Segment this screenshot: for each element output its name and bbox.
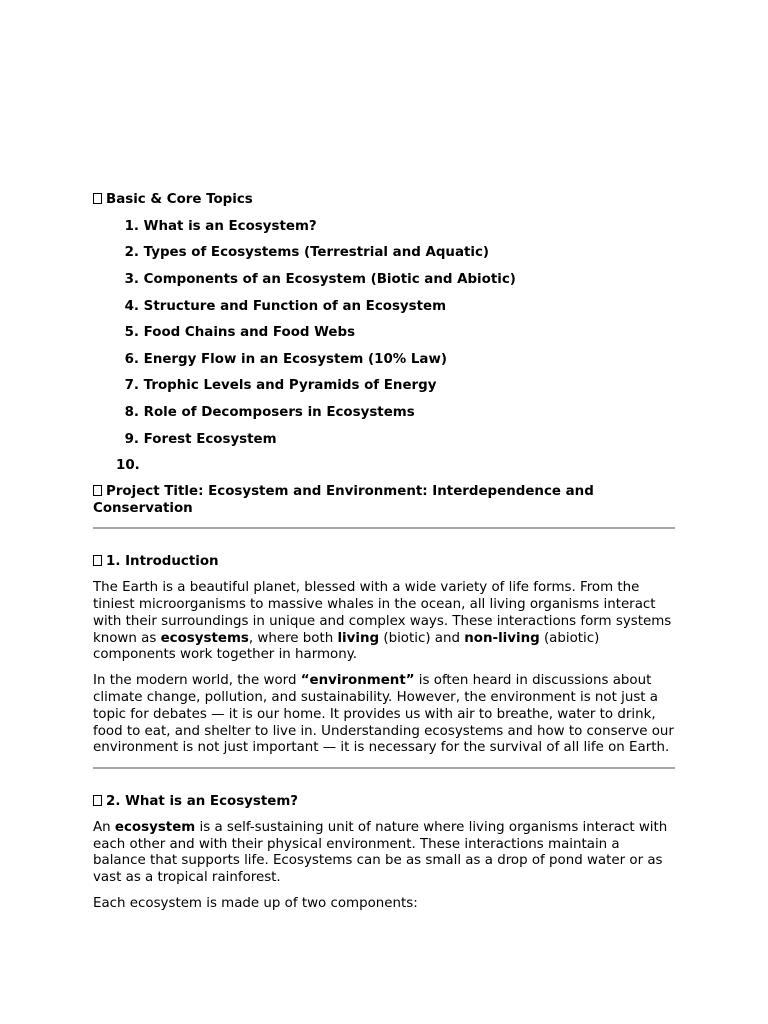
what-is-ecosystem-heading-text: 2. What is an Ecosystem?: [106, 794, 299, 810]
list-item-number: 7.: [124, 378, 139, 394]
list-item-number: 2.: [124, 245, 139, 261]
bold-term-environment: “environment”: [300, 673, 415, 689]
section-divider: [93, 767, 675, 769]
list-item: [116, 458, 675, 485]
list-item: [116, 325, 675, 352]
basic-topics-heading-text: Basic & Core Topics: [106, 192, 253, 207]
list-item-number: 9.: [124, 431, 139, 447]
text-run: In the modern world, the word: [93, 673, 301, 689]
bold-term-living: living: [337, 630, 380, 646]
list-item-label: Role of Decomposers in Ecosystems: [143, 404, 415, 420]
list-item-number: 1.: [124, 218, 139, 234]
list-item: [116, 245, 675, 272]
list-item: [116, 432, 675, 459]
list-item-label: Components of an Ecosystem (Biotic and Abiotic): [143, 271, 516, 287]
introduction-heading-text: 1. Introduction: [106, 554, 219, 570]
list-item: [116, 219, 675, 246]
missing-glyph-icon: [93, 555, 102, 566]
section-divider: [93, 527, 675, 529]
list-item-label: Food Chains and Food Webs: [143, 325, 356, 341]
list-item: [116, 352, 675, 379]
list-item-label: Trophic Levels and Pyramids of Energy: [143, 378, 437, 394]
text-run: is often heard in discussions about climate change, pollution, and sustainability. However, the environment is not just a topic for debates — it is our home. It provides us with air to breathe, water to drink, food to eat, and shelter to live in. Understanding ecosystems and how to conserve our environment is not just important — it is necessary for the survival of all life on Earth.: [93, 673, 674, 756]
bold-term-ecosystems: ecosystems: [160, 630, 249, 646]
missing-glyph-icon: [93, 795, 102, 806]
what-is-ecosystem-paragraph-2: Each ecosystem is made up of two components:: [93, 896, 418, 912]
list-item: [116, 272, 675, 299]
list-item-label: Structure and Function of an Ecosystem: [143, 298, 447, 314]
list-item-number: 3.: [124, 271, 139, 287]
text-run: An: [93, 819, 115, 835]
topics-list: [93, 219, 675, 485]
list-item-number: 5.: [124, 325, 139, 341]
list-item-label: Forest Ecosystem: [143, 431, 277, 447]
basic-topics-heading: [93, 192, 675, 209]
list-item: [116, 299, 675, 326]
introduction-paragraph-2: [93, 673, 675, 757]
project-title: [93, 484, 675, 518]
document-page: [93, 192, 675, 913]
introduction-paragraph-1: [93, 580, 675, 664]
list-item-number: 8.: [124, 404, 139, 420]
missing-glyph-icon: [93, 485, 102, 496]
list-item-label: Types of Ecosystems (Terrestrial and Aquatic): [143, 245, 490, 261]
text-run: , where both: [248, 630, 338, 646]
what-is-ecosystem-heading: [93, 794, 675, 811]
bold-term-ecosystem: ecosystem: [114, 819, 196, 835]
bold-term-non-living: non-living: [464, 630, 540, 646]
list-item: [116, 378, 675, 405]
text-run: (biotic) and: [379, 630, 465, 646]
text-run: is a self-sustaining unit of nature where living organisms interact with each other and with their physical environment. These interactions maintain a balance that supports life. Ecosystems can be as small as a drop of pond water or as vast as a tropical rainforest.: [93, 819, 668, 886]
text-run: The Earth is a beautiful planet, blessed with a wide variety of life forms. From the tiniest microorganisms to massive whales in the ocean, all living organisms interact with their surroundings in unique and complex ways. These interactions form systems known as: [93, 580, 672, 646]
what-is-ecosystem-paragraph-1: [93, 820, 675, 887]
list-item: [116, 405, 675, 432]
list-item-number: 6.: [124, 351, 139, 367]
project-title-text: Project Title: Ecosystem and Environment: Interdependence and Conservation: [93, 483, 594, 516]
list-item-number: 4.: [124, 298, 139, 314]
list-item-label: Energy Flow in an Ecosystem (10% Law): [143, 351, 447, 367]
list-item-number: 10.: [116, 458, 140, 474]
list-item-label: What is an Ecosystem?: [143, 218, 317, 234]
missing-glyph-icon: [93, 193, 102, 204]
text-run: (abiotic) components work together in harmony.: [93, 630, 600, 663]
introduction-heading: [93, 554, 675, 571]
